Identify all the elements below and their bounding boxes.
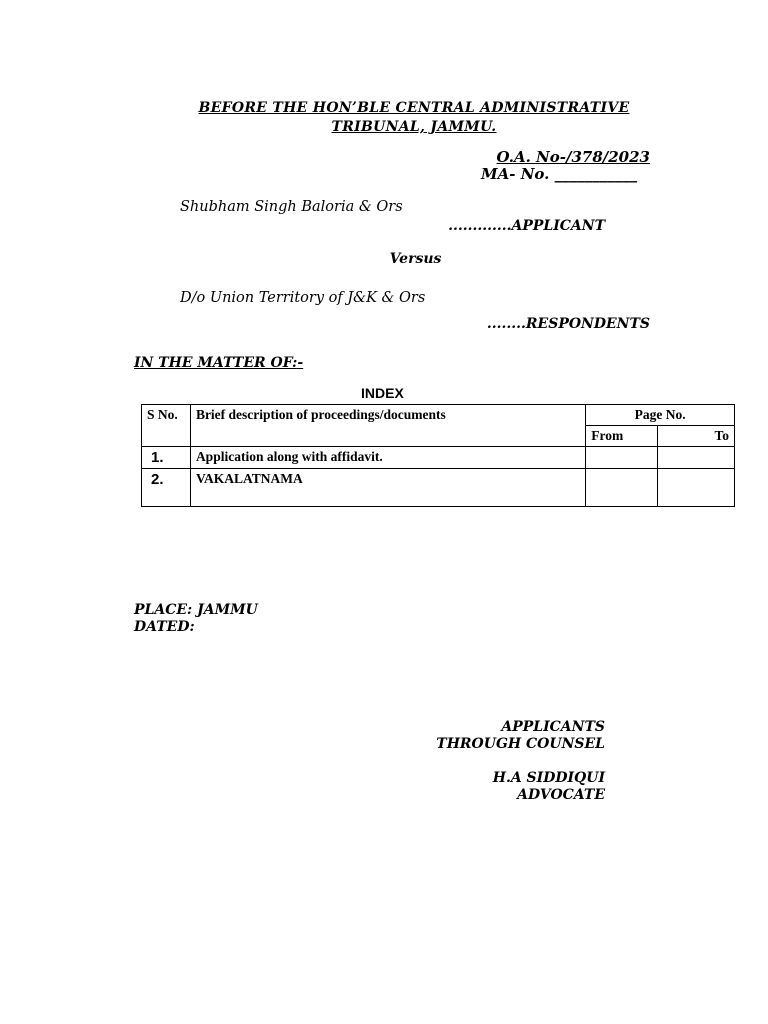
matter-heading: IN THE MATTER OF:- xyxy=(134,355,304,371)
row-description: Application along with affidavit. xyxy=(190,447,585,469)
signature-designation: ADVOCATE xyxy=(517,787,605,803)
table-row xyxy=(142,447,735,469)
respondent-name: D/o Union Territory of J&K & Ors xyxy=(180,290,426,306)
ma-number: MA- No. ___________ xyxy=(481,165,638,183)
place-label: PLACE: JAMMU xyxy=(134,602,258,618)
applicant-name: Shubham Singh Baloria & Ors xyxy=(180,199,403,215)
signature-through-counsel: THROUGH COUNSEL xyxy=(436,736,605,752)
header-sno: S No. xyxy=(142,405,191,447)
document-heading-line2: TRIBUNAL, JAMMU. xyxy=(331,119,497,135)
versus-label: Versus xyxy=(389,251,442,267)
header-page-no: Page No. xyxy=(586,405,735,426)
respondent-label: ........RESPONDENTS xyxy=(486,316,650,332)
row-from xyxy=(586,469,658,507)
row-to xyxy=(658,447,735,469)
index-header-row xyxy=(142,405,735,426)
row-sno: 1. xyxy=(142,447,191,469)
oa-number: O.A. No-/378/2023 xyxy=(496,148,650,166)
row-from xyxy=(586,447,658,469)
header-to: To xyxy=(658,426,735,447)
signature-applicants: APPLICANTS xyxy=(501,719,605,735)
header-from: From xyxy=(586,426,658,447)
row-sno: 2. xyxy=(142,469,191,507)
header-description: Brief description of proceedings/documents xyxy=(190,405,585,447)
index-table xyxy=(141,404,735,507)
dated-label: DATED: xyxy=(134,619,195,635)
row-to xyxy=(658,469,735,507)
document-heading-line1: BEFORE THE HON’BLE CENTRAL ADMINISTRATIVE xyxy=(198,100,630,116)
index-title: INDEX xyxy=(361,385,404,401)
applicant-label: .............APPLICANT xyxy=(448,218,605,234)
table-row xyxy=(142,469,735,507)
signature-advocate-name: H.A SIDDIQUI xyxy=(492,770,605,786)
row-description: VAKALATNAMA xyxy=(190,469,585,507)
